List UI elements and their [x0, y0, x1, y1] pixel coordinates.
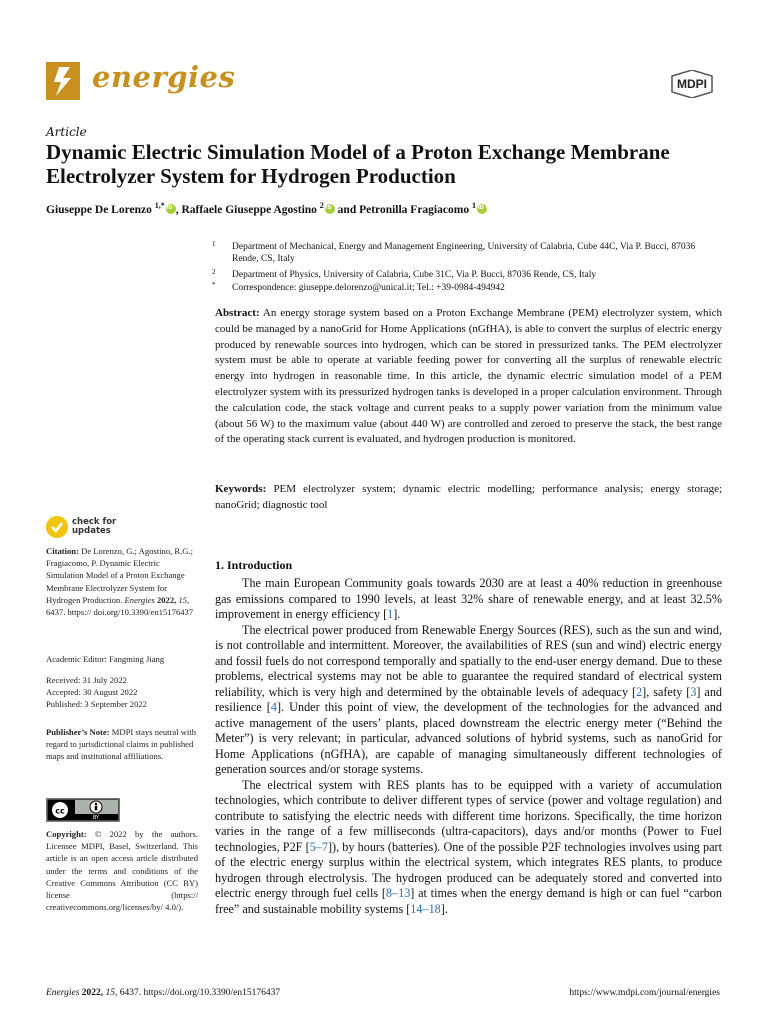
affiliation: 2 Department of Physics, University of Calabria, Cube 31C, Via P. Bucci, 87036 Rende, CS, Italy: [212, 268, 597, 280]
journal-logo-icon: [46, 62, 80, 100]
check-updates-icon[interactable]: [46, 516, 68, 538]
keywords: Keywords: PEM electrolyzer system; dynamic electric modelling; performance analysis; energy storage; nanoGrid; diagnostic tool: [215, 483, 723, 511]
reference-link[interactable]: 4: [270, 700, 277, 714]
footer-journal-url[interactable]: https://www.mdpi.com/journal/energies: [569, 988, 720, 998]
reference-link[interactable]: 2: [636, 684, 643, 699]
reference-link[interactable]: 1: [387, 607, 394, 621]
article-type: Article: [46, 125, 87, 139]
introduction-body: [215, 576, 722, 917]
copyright: Copyright: © 2022 by the authors. Licensee MDPI, Basel, Switzerland. This article is an open access article distributed under the terms and conditions of the Creative Commons Attribution (CC BY) license (https:// creativecommons.org/licenses/by/ 4.0/).: [46, 829, 198, 913]
publishers-note: Publisher’s Note: MDPI stays neutral with regard to jurisdictional claims in published maps and institutional affiliations.: [46, 727, 196, 762]
reference-link[interactable]: 14–18: [410, 901, 441, 916]
affiliation: 1 Department of Mechanical, Energy and Management Engineering, University of Calabria, Cube 44C, Via P. Bucci, 87036 Rende, CS, Italy: [212, 240, 696, 264]
publication-dates: Received: 31 July 2022 Accepted: 30 August 2022 Published: 3 September 2022: [46, 675, 147, 710]
article-title: Dynamic Electric Simulation Model of a Proton Exchange Membrane Electrolyzer System for Hydrogen Production: [46, 140, 670, 188]
citation: Citation: De Lorenzo, G.; Agostino, R.G.; Fragiacomo, P. Dynamic Electric Simulation Model of a Proton Exchange Membrane Electrolyzer System for Hydrogen Production. Energies 2022, 15, 6437. https:// doi.org/10.3390/en15176437: [46, 546, 194, 618]
mdpi-logo-icon: [666, 70, 718, 98]
academic-editor: Academic Editor: Fangming Jiang: [46, 654, 165, 664]
reference-link[interactable]: 3: [690, 684, 697, 699]
svg-text:BY: BY: [92, 815, 100, 821]
publisher-name: MDPI: [677, 77, 707, 91]
correspondence: * Correspondence: giuseppe.delorenzo@unical.it; Tel.: +39-0984-494942: [212, 281, 505, 293]
orcid-icon[interactable]: [166, 204, 176, 214]
cc-license-icon[interactable]: [46, 798, 120, 822]
orcid-icon[interactable]: [325, 204, 335, 214]
footer-citation: Energies 2022, 15, 6437. https://doi.org/10.3390/en15176437: [46, 988, 281, 998]
author-name: Giuseppe De Lorenzo: [46, 203, 152, 216]
reference-link[interactable]: 5–7: [309, 839, 328, 854]
orcid-icon[interactable]: [477, 204, 487, 214]
author-name: Raffaele Giuseppe Agostino: [181, 203, 317, 216]
author-list: Giuseppe De Lorenzo $^{1,*}$iD , Raffaele Giuseppe Agostino $^2$iD and Petronilla Fragiacomo $^1$iD: [46, 201, 487, 216]
author-name: Petronilla Fragiacomo: [359, 203, 470, 216]
section-heading: 1. Introduction: [215, 558, 293, 572]
paragraph: The electrical system with RES plants has to be equipped with a variety of accumulation technologies, which contribute to deliver different types of service (power and voltage regulation) and contribute to satisfying the electric needs with different time horizons. Specifically, the time horizon varies in the range of a few milliseconds (ultra-capacitors), days and/or months (Power to Fuel technologies, P2F [5–7]), by hours (batteries). One of the possible P2F technologies involves using part of the electric energy surplus within the electrical system, which integrates RES plants, to produce hydrogen through electrolysis. The hydrogen produced can be adequately stored and converted into electric energy through fuel cells [8–13] at times when the energy demand is high or can fuel “carbon free” and sustainable mobility systems [14–18].: [215, 777, 722, 916]
check-updates-label[interactable]: check for updates: [72, 517, 117, 536]
abstract: Abstract: An energy storage system based on a Proton Exchange Membrane (PEM) electrolyzer system, which could be managed by a nanoGrid for Home Applications (nGfHA), is able to convert the surplus of electric energy produced by renewable sources into hydrogen, which can be stored in pressurized tanks. The PEM electrolyzer system must be able to operate at variable feeding power for converting all the surplus of renewable electric energy into hydrogen in reasonable time. In this article, the dynamic electric simulation model of a PEM electrolyzer system with its pressurized hydrogen tanks is developed in a proper calculation environment. Through the calculation code, the stack voltage and current peaks to a supply power variation from the minimum value (about 56 W) to the maximum value (about 440 W) are controlled and zeroed to preserve the stack, the best range of the operating stack current is evaluated, and hydrogen production is monitored.: [215, 307, 722, 446]
paragraph: The main European Community goals towards 2030 are at least a 40% reduction in greenhouse gas emissions compared to 1990 levels, at least 32% share of renewable energy, and at least 32.5% improvement in energy efficiency [1].: [215, 576, 722, 621]
svg-text:cc: cc: [55, 806, 65, 816]
paragraph: The electrical power produced from Renewable Energy Sources (RES), such as the sun and wind, is not controllable and intermittent. Moreover, the availabilities of RES (sun and wind) electric energy and fossil fuels do not correspond temporally and spatially to the end-user energy demand. Due to these problems, electrical systems may not be able to guarantee the required standard of electrical system reliability, which is very high and determined by the obtainable levels of adequacy [2], safety [3] and resilience [4]. Under this point of view, the development of the technologies for the advanced and active management of the users’ plants, placed downstream the electric energy meter (“Behind the Meter”) is very relevant; in particular, advanced solutions of hybrid systems, such as nanoGrid for Home Applications (nGfHA), are capable of managing simultaneously different technologies of generation sources and/or storage systems.: [215, 622, 723, 776]
reference-link[interactable]: 8–13: [385, 886, 411, 900]
journal-name: energies: [92, 60, 236, 94]
